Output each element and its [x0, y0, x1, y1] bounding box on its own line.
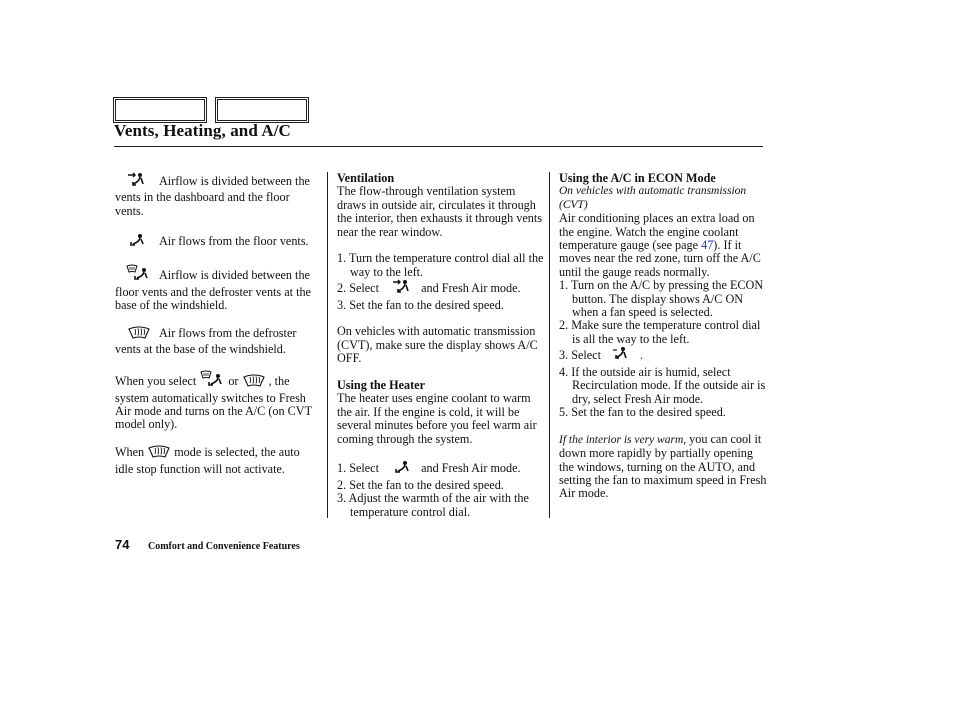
ventilation-step-3: 3. Set the fan to the desired speed.	[337, 297, 504, 312]
ventilation-step-2: 2. Select and Fresh Air mode.	[337, 279, 547, 298]
column-divider-1	[327, 172, 328, 518]
heater-step-1: 1. Select and Fresh Air mode.	[337, 459, 547, 478]
column-econ-mode	[559, 172, 769, 501]
cvt-note: On vehicles with automatic transmission (CVT), make sure the display shows A/C OFF.	[337, 324, 538, 366]
column-modes	[115, 172, 320, 476]
econ-step-4: 4. If the outside air is humid, select Recirculation mode. If the outside air is dry, select Fresh Air mode.	[559, 364, 766, 406]
dash-floor-vent-icon	[125, 172, 147, 191]
idle-stop-paragraph: When mode is selected, the auto idle stop function will not activate.	[115, 445, 300, 476]
auto-fresh-air-paragraph: When you select or , the system automatically switches to Fresh Air mode and turns on the A/C (on CVT model only).	[115, 370, 320, 432]
header-tab-box-right	[215, 97, 309, 123]
econ-step-5: 5. Set the fan to the desired speed.	[559, 404, 726, 419]
header-tab-box-left	[113, 97, 207, 123]
dash-floor-vent-icon-inline	[390, 279, 412, 298]
econ-subheading: On vehicles with automatic transmission (CVT)	[559, 185, 747, 211]
econ-heading: Using the A/C in ECON Mode	[559, 171, 716, 185]
heater-step-3: 3. Adjust the warmth of the air with the temperature control dial.	[337, 491, 529, 519]
floor-defrost-icon-inline	[199, 370, 225, 391]
econ-tip: If the interior is very warm, you can cool it down more rapidly by partially opening the windows, turning on the AUTO, and setting the fan to maximum speed in Fresh Air mode.	[559, 431, 767, 501]
page-number: 74	[115, 537, 130, 552]
page-title: Vents, Heating, and A/C	[114, 121, 291, 140]
defrost-icon-inline	[242, 374, 266, 391]
floor-vent-icon	[125, 232, 147, 251]
fan-mode-icon	[610, 346, 630, 365]
ventilation-text: The flow-through ventilation system draws in outside air, circulates it through the interior, then exhausts it through vents near the rear window.	[337, 184, 542, 239]
heater-text: The heater uses engine coolant to warm the air. If the engine is cold, it will be several minutes before you feel warm air coming through the system.	[337, 391, 537, 446]
heater-step-2: 2. Set the fan to the desired speed.	[337, 477, 504, 492]
page-reference-link[interactable]: 47	[701, 238, 714, 253]
column-divider-2	[549, 172, 550, 518]
econ-tip-italic: If the interior is very warm,	[559, 433, 687, 446]
mode-floor-defrost-paragraph: Airflow is divided between the floor vents and the defroster vents at the base of the windshield.	[115, 264, 320, 312]
title-divider	[114, 146, 763, 147]
mode-defrost-paragraph: Air flows from the defroster vents at the base of the windshield.	[115, 326, 297, 357]
mode-dash-floor-paragraph: Airflow is divided between the vents in the dashboard and the floor vents.	[115, 174, 310, 218]
defrost-icon-inline-2	[147, 445, 171, 462]
footer-section-title: Comfort and Convenience Features	[148, 541, 300, 552]
econ-step-2: 2. Make sure the temperature control dial is all the way to the left.	[559, 318, 761, 346]
econ-text: Air conditioning places an extra load on the engine. Watch the engine coolant temperature gauge (see page 47). If it moves near the red zone, turn off the A/C until the gauge reads normally.	[559, 211, 761, 279]
column-ventilation-heater	[337, 172, 547, 519]
econ-step-3: 3. Select .	[559, 346, 769, 365]
floor-vent-icon-inline	[390, 459, 412, 478]
ventilation-step-1: 1. Turn the temperature control dial all the way to the left.	[337, 251, 544, 279]
defrost-icon	[127, 326, 151, 343]
heater-heading: Using the Heater	[337, 378, 426, 393]
ventilation-heading: Ventilation	[337, 171, 395, 185]
mode-floor-paragraph: Air flows from the floor vents.	[115, 232, 320, 251]
floor-defrost-icon	[125, 264, 151, 285]
econ-step-1: 1. Turn on the A/C by pressing the ECON button. The display shows A/C ON when a fan speed is selected.	[559, 278, 764, 320]
